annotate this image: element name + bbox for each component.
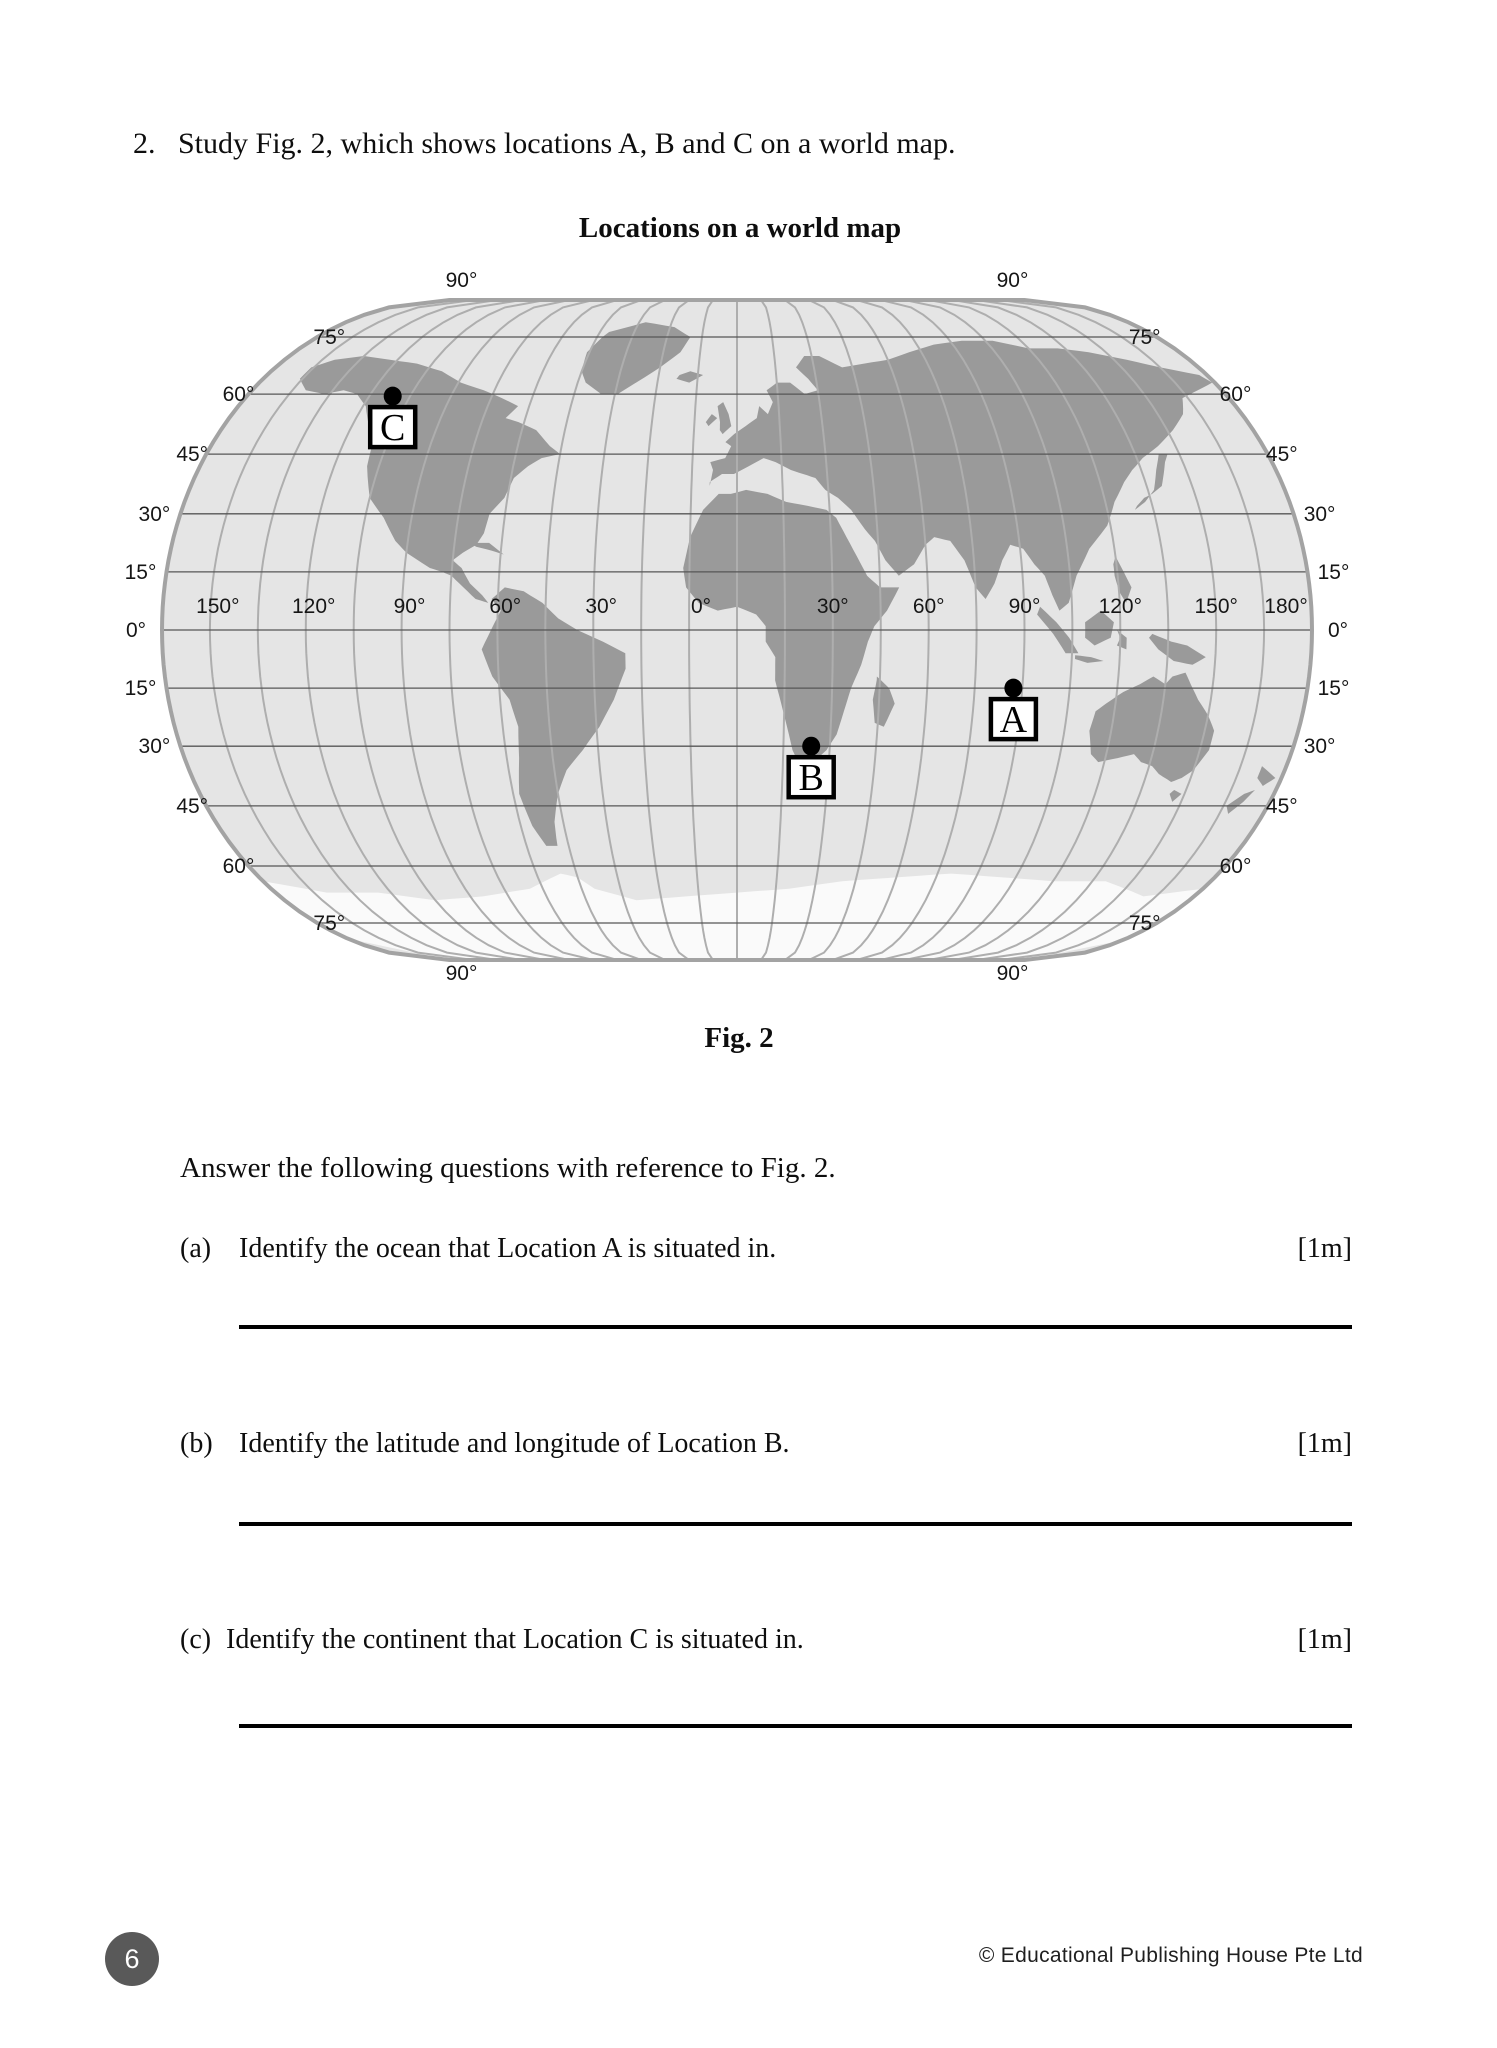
latitude-label: 45° — [176, 794, 209, 818]
copyright-text: © Educational Publishing House Pte Ltd — [978, 1944, 1363, 1967]
longitude-label: 150° — [196, 595, 240, 618]
question-a-marks: [1m] — [1297, 1233, 1352, 1264]
location-letter-A: A — [999, 699, 1028, 742]
longitude-label: 90° — [1008, 595, 1041, 618]
longitude-label: 60° — [489, 595, 522, 618]
location-letter-B: B — [798, 757, 824, 800]
world-map-svg — [110, 265, 1390, 1010]
question-a-id: (a) — [180, 1233, 212, 1264]
latitude-label: 75° — [1128, 326, 1161, 349]
question-a-text: Identify the ocean that Location A is situated in. — [239, 1233, 777, 1264]
latitude-label: 60° — [222, 855, 255, 878]
question-b-text: Identify the latitude and longitude of Location B. — [239, 1428, 790, 1459]
question-a-row — [0, 1233, 1497, 1273]
question-intro: Study Fig. 2, which shows locations A, B and C on a world map. — [178, 127, 956, 160]
question-2-line — [133, 127, 955, 161]
location-letter-C: C — [380, 407, 406, 450]
latitude-label: 90° — [996, 269, 1029, 292]
latitude-label: 45° — [1265, 443, 1298, 467]
latitude-label: 90° — [996, 962, 1029, 985]
answer-line-c — [239, 1724, 1352, 1728]
answer-line-a — [239, 1325, 1352, 1329]
longitude-label: 60° — [912, 595, 945, 618]
longitude-label: 150° — [1194, 595, 1238, 618]
question-b-marks: [1m] — [1297, 1428, 1352, 1459]
latitude-label: 60° — [1219, 383, 1252, 407]
latitude-label: 90° — [445, 962, 478, 985]
latitude-label: 0° — [125, 619, 147, 642]
latitude-label: 30° — [1303, 735, 1336, 759]
question-c-id: (c) — [180, 1624, 212, 1655]
latitude-label: 60° — [222, 383, 255, 407]
answer-line-b — [239, 1522, 1352, 1526]
figure-caption: Fig. 2 — [704, 1022, 774, 1054]
location-dot-A — [1004, 679, 1022, 698]
longitude-label: 120° — [291, 595, 336, 618]
longitude-label: 120° — [1098, 595, 1143, 618]
latitude-label: 15° — [124, 560, 157, 584]
longitude-label: 0° — [690, 595, 712, 618]
question-b-id: (b) — [180, 1428, 213, 1459]
latitude-label: 30° — [1303, 502, 1336, 526]
question-c-marks: [1m] — [1297, 1624, 1352, 1655]
question-b-row — [0, 1428, 1497, 1468]
world-map — [110, 265, 1390, 1010]
answer-intro: Answer the following questions with reference to Fig. 2. — [180, 1152, 836, 1184]
latitude-label: 15° — [1317, 560, 1350, 584]
location-dot-C — [384, 387, 402, 406]
longitude-label: 30° — [816, 595, 849, 618]
latitude-label: 45° — [1265, 794, 1298, 818]
latitude-label: 90° — [445, 269, 478, 292]
latitude-label: 15° — [124, 677, 157, 701]
latitude-label: 15° — [1317, 677, 1350, 701]
location-dot-B — [802, 737, 820, 756]
latitude-label: 0° — [1327, 619, 1349, 642]
question-number: 2. — [133, 127, 156, 160]
longitude-label: 30° — [585, 595, 618, 618]
page-number: 6 — [124, 1943, 140, 1974]
latitude-label: 45° — [176, 443, 209, 467]
figure-title: Locations on a world map — [578, 212, 902, 244]
latitude-label: 75° — [1128, 912, 1161, 935]
latitude-label: 60° — [1219, 855, 1252, 878]
longitude-label: 180° — [1264, 595, 1308, 618]
latitude-label: 75° — [313, 326, 346, 349]
latitude-label: 30° — [138, 735, 171, 759]
question-c-row — [0, 1624, 1497, 1664]
latitude-label: 75° — [313, 912, 346, 935]
longitude-label: 90° — [393, 595, 426, 618]
page-number-badge — [105, 1932, 159, 1986]
latitude-label: 30° — [138, 502, 171, 526]
question-c-text: Identify the continent that Location C is situated in. — [226, 1624, 804, 1655]
